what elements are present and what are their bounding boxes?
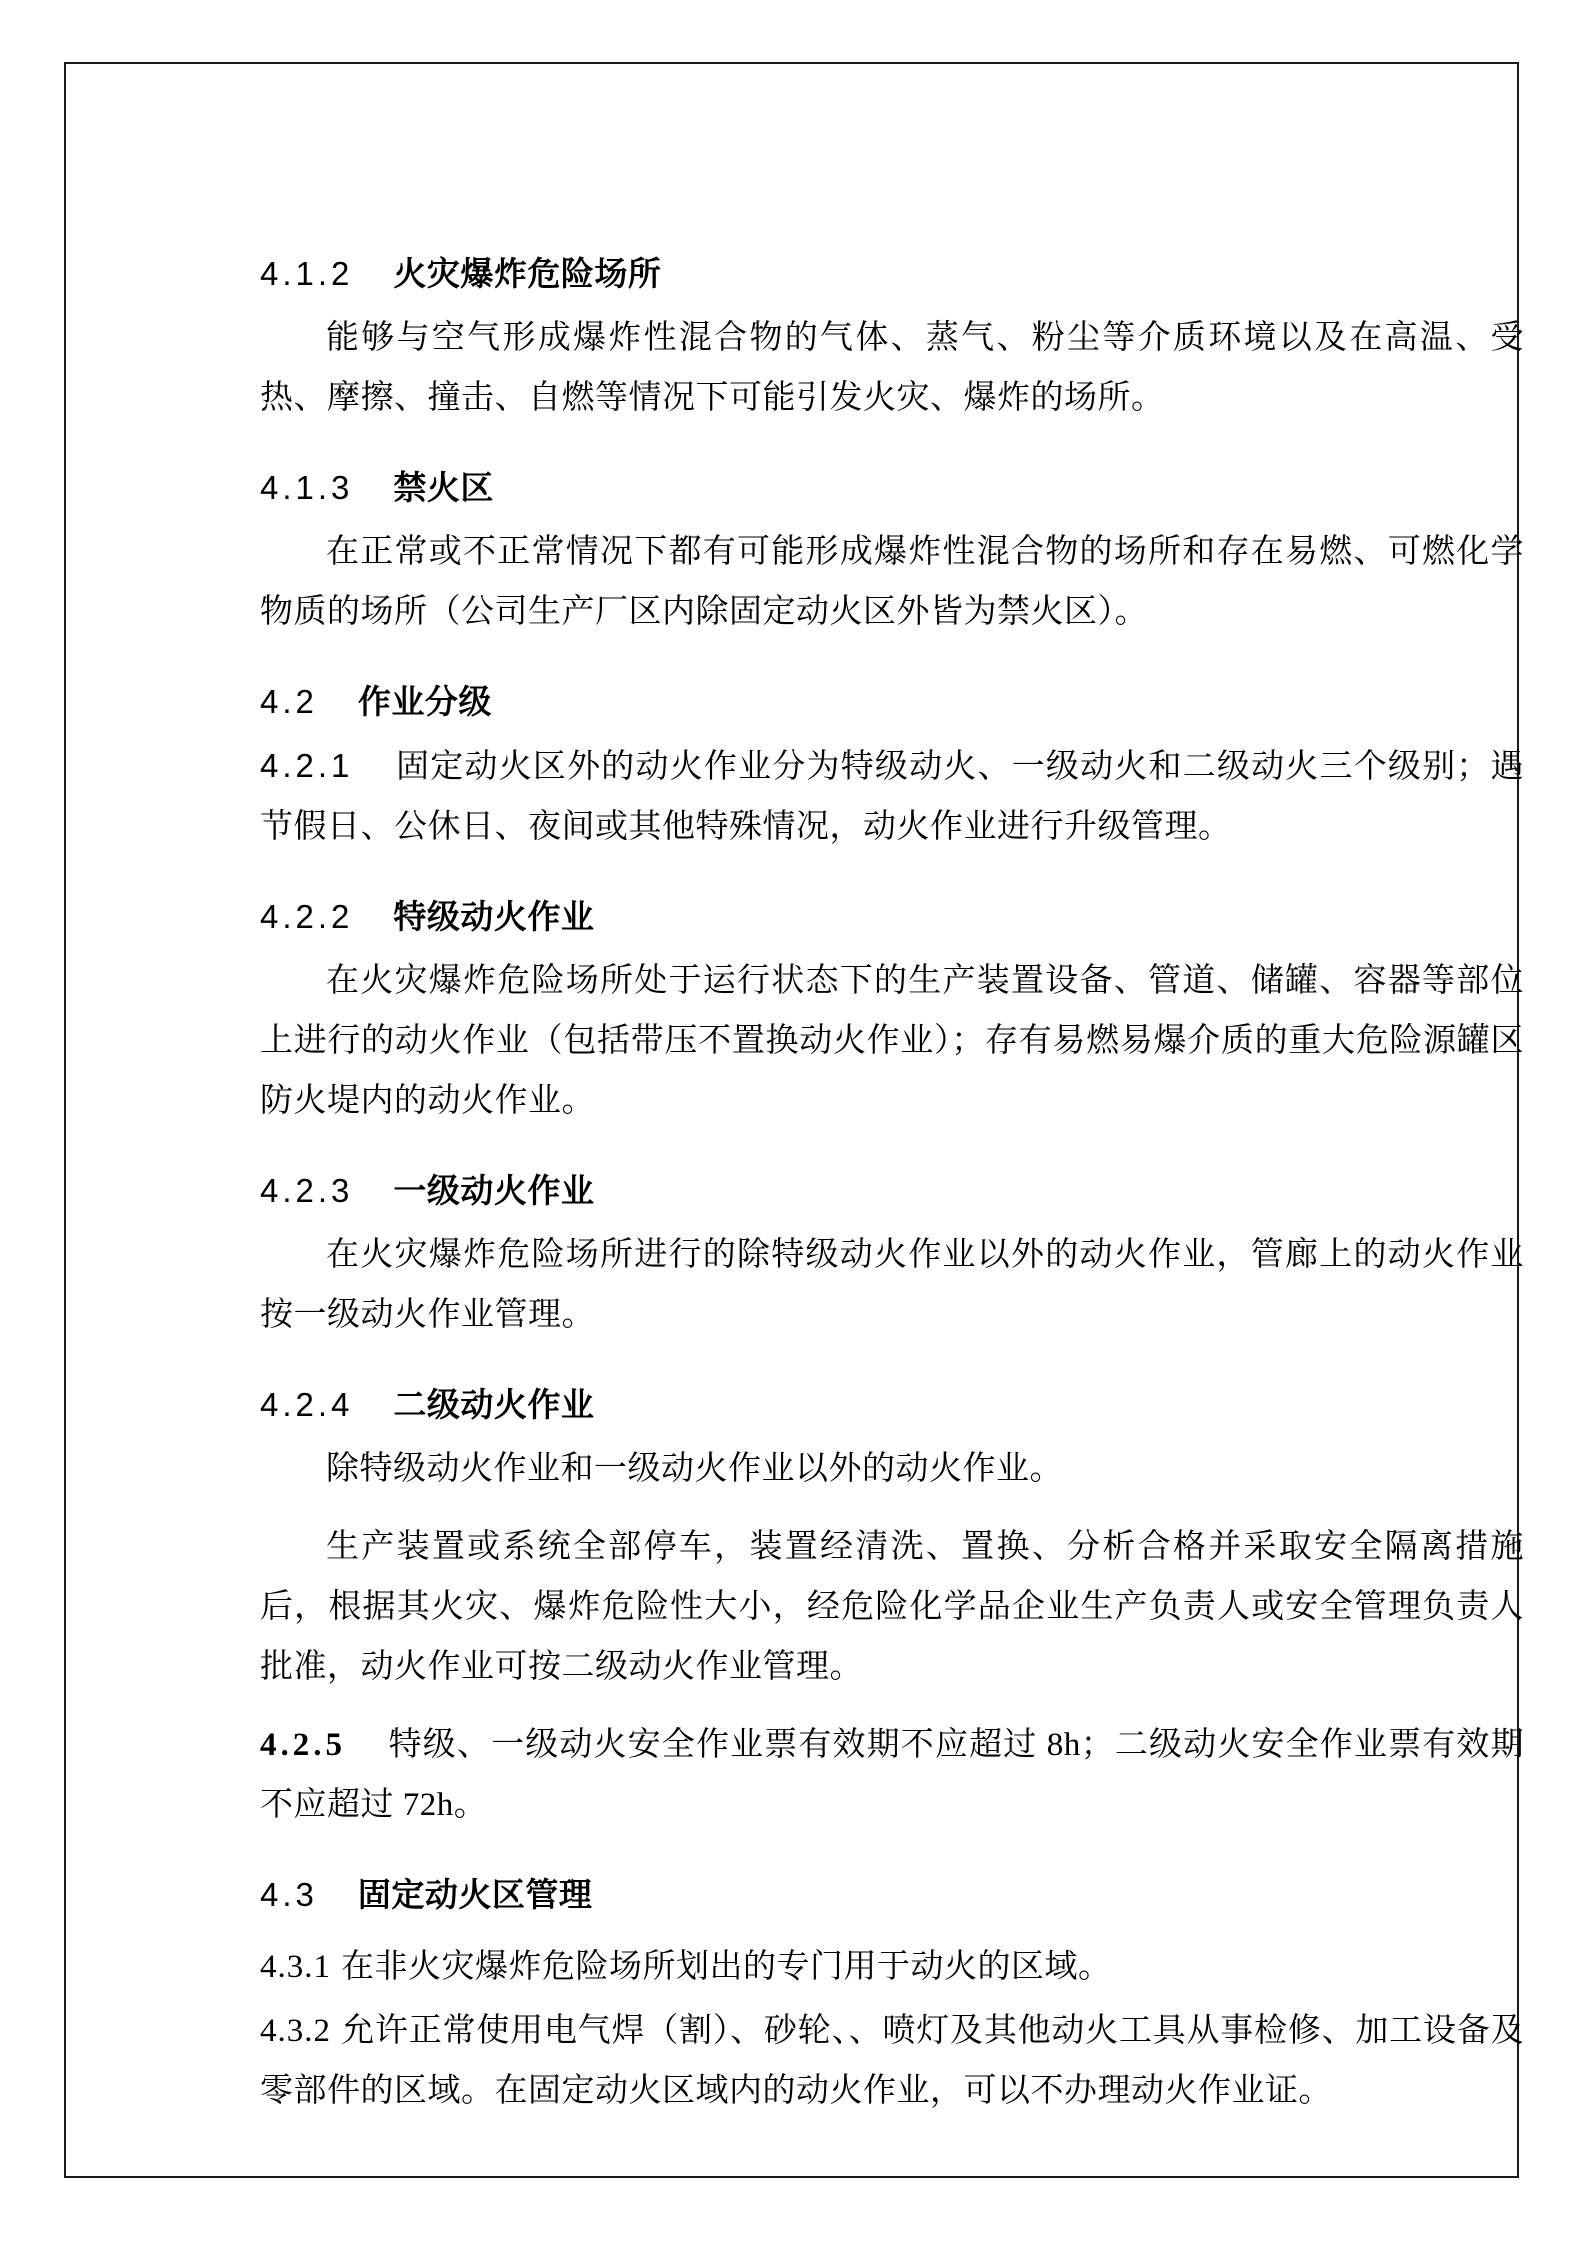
- heading-title: 禁火区: [393, 469, 494, 506]
- paragraph-text: 在火灾爆炸危险场所处于运行状态下的生产装置设备、管道、储罐、容器等部位上进行的动火作业（包括带压不置换动火作业）；存有易燃易爆介质的重大危险源罐区防火堤内的动火作业。: [260, 963, 1524, 1119]
- numbered-clause: [260, 1937, 1524, 1997]
- heading-title: 一级动火作业: [393, 1172, 595, 1209]
- body-paragraph: [260, 1517, 1524, 1697]
- section-heading: [260, 458, 1524, 518]
- body-paragraph: [260, 951, 1524, 1131]
- heading-number: 4.3: [260, 1876, 318, 1913]
- section-heading: [260, 1865, 1524, 1925]
- heading-title: 特级动火作业: [393, 898, 595, 935]
- clause-number: 4.2.5: [260, 1727, 346, 1763]
- heading-title: 固定动火区管理: [357, 1876, 593, 1913]
- document-content: [260, 234, 1524, 2121]
- body-paragraph: [260, 1439, 1524, 1499]
- heading-number: 4.2.3: [260, 1172, 354, 1209]
- clause-number: 4.3.1: [260, 1949, 331, 1985]
- clause-text: 允许正常使用电气焊（割）、砂轮、、喷灯及其他动火工具从事检修、加工设备及零部件的区域。在固定动火区域内的动火作业，可以不办理动火作业证。: [260, 2013, 1524, 2109]
- heading-title: 二级动火作业: [393, 1386, 595, 1423]
- clause-text: 在非火灾爆炸危险场所划出的专门用于动火的区域。: [341, 1949, 1112, 1985]
- paragraph-text: 生产装置或系统全部停车，装置经清洗、置换、分析合格并采取安全隔离措施后，根据其火灾、爆炸危险性大小，经危险化学品企业生产负责人或安全管理负责人批准，动火作业可按二级动火作业管理。: [260, 1529, 1524, 1685]
- section-heading: [260, 672, 1524, 732]
- body-paragraph: [260, 308, 1524, 428]
- paragraph-text: 除特级动火作业和一级动火作业以外的动火作业。: [326, 1451, 1063, 1487]
- numbered-clause: [260, 1715, 1524, 1835]
- clause-number: 4.3.2: [260, 2013, 331, 2049]
- heading-title: 作业分级: [357, 683, 492, 720]
- section-heading: [260, 887, 1524, 947]
- heading-number: 4.1.2: [260, 255, 354, 292]
- heading-title: 火灾爆炸危险场所: [393, 255, 662, 292]
- paragraph-text: 能够与空气形成爆炸性混合物的气体、蒸气、粉尘等介质环境以及在高温、受热、摩擦、撞击、自燃等情况下可能引发火灾、爆炸的场所。: [260, 320, 1524, 416]
- paragraph-text: 在正常或不正常情况下都有可能形成爆炸性混合物的场所和存在易燃、可燃化学物质的场所（公司生产厂区内除固定动火区外皆为禁火区）。: [260, 534, 1524, 630]
- heading-number: 4.2.4: [260, 1386, 354, 1423]
- section-heading: [260, 244, 1524, 304]
- heading-number: 4.2.2: [260, 898, 354, 935]
- numbered-clause: [260, 2001, 1524, 2121]
- clause-text: 特级、一级动火安全作业票有效期不应超过 8h；二级动火安全作业票有效期不应超过 72h。: [260, 1727, 1524, 1823]
- heading-number: 4.1.3: [260, 469, 354, 506]
- body-paragraph: [260, 1225, 1524, 1345]
- numbered-clause: [260, 736, 1524, 857]
- clause-text: 固定动火区外的动火作业分为特级动火、一级动火和二级动火三个级别；遇节假日、公休日、夜间或其他特殊情况，动火作业进行升级管理。: [260, 749, 1524, 845]
- section-heading: [260, 1375, 1524, 1435]
- paragraph-text: 在火灾爆炸危险场所进行的除特级动火作业以外的动火作业，管廊上的动火作业按一级动火作业管理。: [260, 1237, 1524, 1333]
- clause-number: 4.2.1: [260, 747, 354, 784]
- heading-number: 4.2: [260, 683, 318, 720]
- section-heading: [260, 1161, 1524, 1221]
- body-paragraph: [260, 522, 1524, 642]
- page-border-frame: [64, 62, 1524, 2178]
